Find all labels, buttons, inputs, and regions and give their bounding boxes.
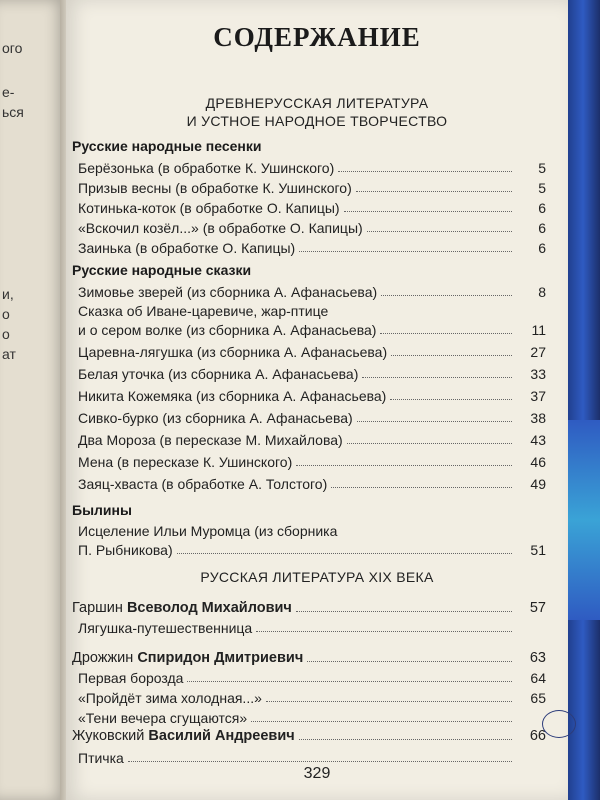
section-heading-19th-century: РУССКАЯ ЛИТЕРАТУРА XIX ВЕКА (200, 569, 434, 585)
toc-entry[interactable] (78, 238, 546, 256)
entry-title: Берёзонька (в обработке К. Ушинского) (78, 160, 335, 176)
group-heading-songs: Русские народные песенки (72, 138, 262, 154)
dot-leader (331, 487, 512, 488)
dot-leader (296, 611, 512, 612)
toc-entry[interactable] (78, 748, 516, 766)
section-heading-line: И УСТНОЕ НАРОДНОЕ ТВОРЧЕСТВО (186, 113, 448, 129)
entry-title: Котинька-коток (в обработке О. Капицы) (78, 200, 340, 216)
entry-title: Заинька (в обработке О. Капицы) (78, 240, 296, 256)
book-cover-edge (566, 0, 600, 800)
author-surname: Жуковский (72, 728, 145, 744)
entry-title: Лягушка-путешественница (78, 620, 253, 636)
author-given-name: Спиридон Дмитриевич (137, 650, 304, 666)
toc-entry[interactable] (78, 364, 546, 382)
author-given-name: Всеволод Михайлович (126, 600, 292, 616)
entry-title: «Вскочил козёл...» (в обработке О. Капицы) (78, 220, 363, 236)
dot-leader (381, 295, 512, 296)
page-title: СОДЕРЖАНИЕ (213, 22, 421, 52)
toc-entry[interactable] (78, 282, 546, 300)
dot-leader (177, 553, 512, 554)
left-page-fragment: ого (2, 40, 23, 56)
entry-page: 27 (530, 344, 546, 360)
left-page-fragment: о (2, 306, 10, 322)
left-page-fragment: и, (2, 286, 14, 302)
entry-title: Два Мороза (в пересказе М. Михайлова) (78, 432, 343, 448)
entry-page: 57 (529, 600, 546, 616)
dot-leader (344, 211, 512, 212)
toc-entry[interactable] (78, 408, 546, 426)
dot-leader (296, 465, 512, 466)
contents-page (66, 0, 568, 800)
dot-leader (299, 251, 512, 252)
toc-entry[interactable] (78, 668, 546, 686)
toc-entry[interactable] (78, 618, 516, 636)
toc-entry[interactable] (78, 452, 546, 470)
group-heading-tales: Русские народные сказки (72, 262, 252, 278)
author-surname: Гаршин (72, 600, 123, 616)
entry-title: Сивко-бурко (из сборника А. Афанасьева) (78, 410, 353, 426)
toc-entry-first-line[interactable]: Сказка об Иване-царевиче, жар-птице (78, 303, 329, 319)
dot-leader (390, 399, 512, 400)
entry-page: 37 (530, 388, 546, 404)
group-heading-bylines: Былины (72, 502, 132, 518)
toc-entry[interactable] (78, 688, 546, 706)
toc-entry[interactable] (78, 198, 546, 216)
toc-entry[interactable] (78, 708, 516, 726)
entry-title: Царевна-лягушка (из сборника А. Афанасьева) (78, 344, 388, 360)
entry-page: 64 (530, 670, 546, 686)
left-page-fragment: ься (2, 104, 24, 120)
entry-title: Зимовье зверей (из сборника А. Афанасьева) (78, 284, 378, 300)
dot-leader (307, 661, 512, 662)
toc-entry[interactable] (78, 342, 546, 360)
dot-leader (266, 701, 512, 702)
toc-entry[interactable] (78, 158, 546, 176)
entry-page: 46 (530, 454, 546, 470)
entry-title: П. Рыбникова) (78, 542, 173, 558)
dot-leader (357, 421, 512, 422)
entry-title: Никита Кожемяка (из сборника А. Афанасьева) (78, 388, 387, 404)
section-heading-old-russian (66, 94, 568, 130)
section-heading-line: ДРЕВНЕРУССКАЯ ЛИТЕРАТУРА (205, 95, 429, 111)
dot-leader (347, 443, 512, 444)
dot-leader (362, 377, 512, 378)
left-page-fragment: о (2, 326, 10, 342)
entry-title: Птичка (78, 750, 124, 766)
page-number: 329 (303, 765, 331, 782)
dot-leader (128, 761, 512, 762)
dot-leader (356, 191, 512, 192)
author-name (72, 600, 292, 616)
entry-page: 49 (530, 476, 546, 492)
entry-title: Заяц-хваста (в обработке А. Толстого) (78, 476, 328, 492)
left-page (0, 0, 68, 800)
toc-entry[interactable] (78, 386, 546, 404)
entry-title: и о сером волке (из сборника А. Афанасьева) (78, 322, 377, 338)
entry-title: Мена (в пересказе К. Ушинского) (78, 454, 293, 470)
author-entry-garshin[interactable] (72, 598, 546, 616)
dot-leader (391, 355, 512, 356)
author-entry-drozhzhin[interactable] (72, 648, 546, 666)
entry-page: 6 (538, 200, 546, 216)
dot-leader (367, 231, 512, 232)
entry-page: 43 (530, 432, 546, 448)
entry-page: 11 (531, 322, 546, 338)
entry-title: Призыв весны (в обработке К. Ушинского) (78, 180, 352, 196)
dot-leader (380, 333, 512, 334)
author-name (72, 728, 295, 744)
toc-entry[interactable] (78, 540, 546, 558)
toc-entry[interactable] (78, 474, 546, 492)
author-surname: Дрожжин (72, 650, 134, 666)
author-entry-zhukovsky[interactable] (72, 726, 546, 744)
left-page-fragment: е- (2, 84, 15, 100)
entry-page: 6 (538, 240, 546, 256)
entry-page: 5 (538, 160, 546, 176)
toc-entry-first-line[interactable]: Исцеление Ильи Муромца (из сборника (78, 523, 338, 539)
entry-page: 8 (538, 284, 546, 300)
book-cover-accent (566, 420, 600, 620)
entry-page: 38 (530, 410, 546, 426)
entry-page: 33 (530, 366, 546, 382)
entry-title: «Тени вечера сгущаются» (78, 710, 248, 726)
entry-page: 66 (529, 728, 546, 744)
toc-entry[interactable] (78, 430, 546, 448)
toc-entry[interactable] (78, 178, 546, 196)
entry-page: 5 (538, 180, 546, 196)
entry-page: 63 (529, 650, 546, 666)
left-page-fragment: ат (2, 346, 16, 362)
entry-page: 65 (530, 690, 546, 706)
entry-title: «Пройдёт зима холодная...» (78, 690, 262, 706)
dot-leader (338, 171, 512, 172)
dot-leader (187, 681, 512, 682)
dot-leader (256, 631, 512, 632)
dot-leader (299, 739, 512, 740)
entry-title: Первая борозда (78, 670, 184, 686)
author-name (72, 650, 303, 666)
dot-leader (251, 721, 512, 722)
toc-entry[interactable] (78, 320, 546, 338)
toc-entry[interactable] (78, 218, 546, 236)
entry-page: 51 (530, 542, 546, 558)
entry-title: Белая уточка (из сборника А. Афанасьева) (78, 366, 359, 382)
entry-page: 6 (538, 220, 546, 236)
handwritten-circle (542, 710, 576, 738)
author-given-name: Василий Андреевич (148, 728, 295, 744)
